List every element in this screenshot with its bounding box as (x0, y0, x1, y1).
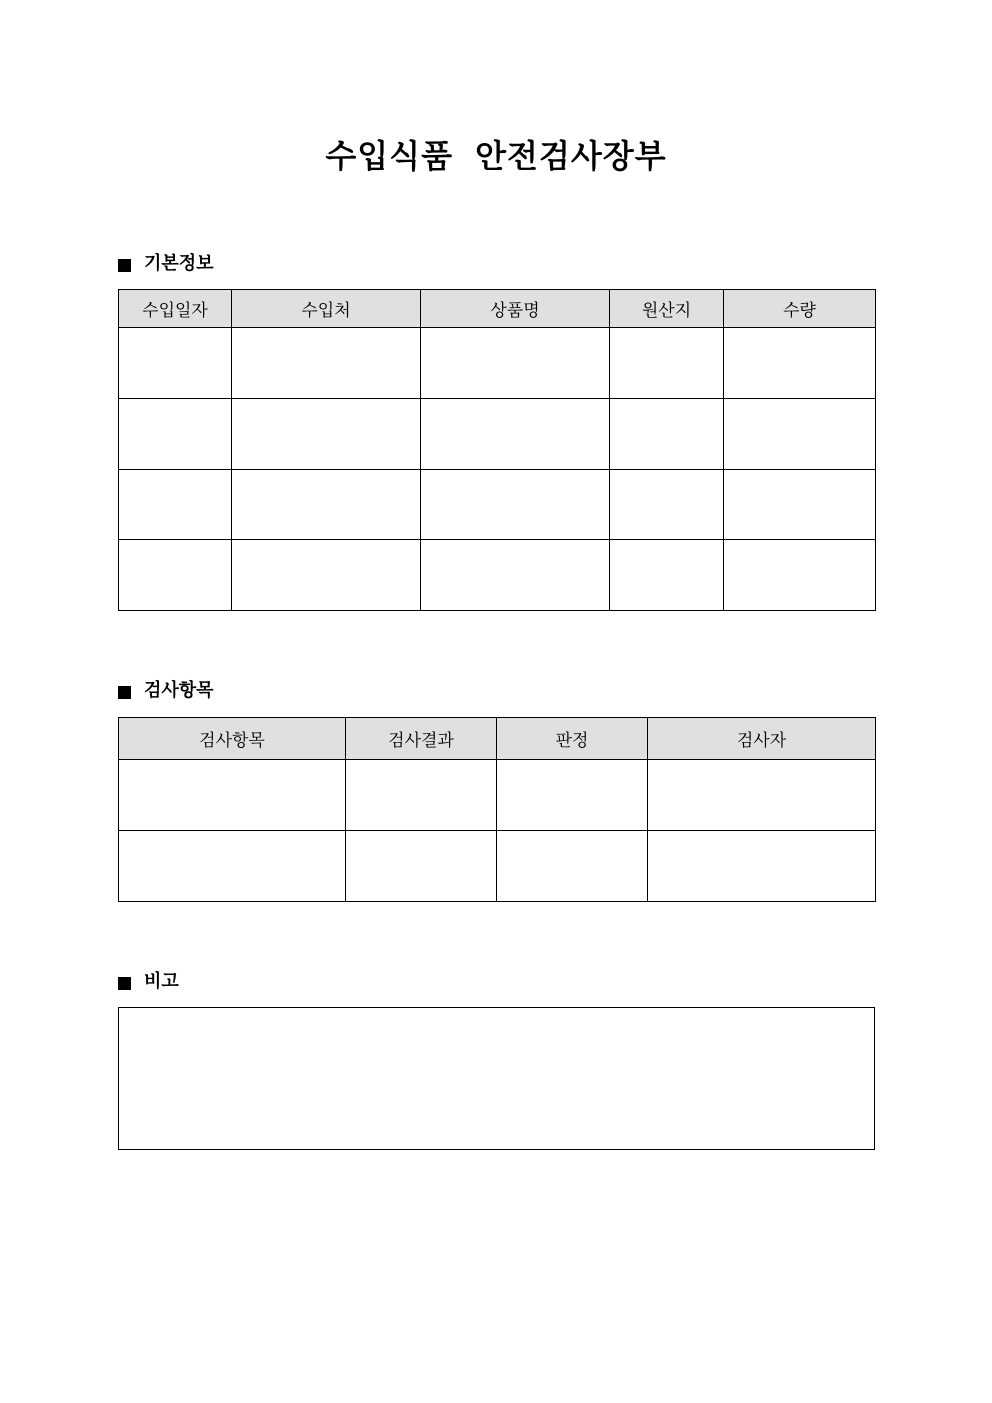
table-cell[interactable] (232, 399, 421, 470)
table-cell[interactable] (610, 540, 724, 611)
table-row (119, 328, 876, 399)
column-header-origin: 원산지 (610, 290, 724, 328)
remarks-box[interactable] (118, 1007, 875, 1150)
table-cell[interactable] (610, 470, 724, 540)
table-cell[interactable] (648, 831, 876, 902)
table-cell[interactable] (724, 470, 876, 540)
square-bullet-icon (118, 686, 131, 699)
column-header-importer: 수입처 (232, 290, 421, 328)
column-header-judgment: 판정 (497, 718, 648, 760)
square-bullet-icon (118, 977, 131, 990)
section-title: 비고 (144, 971, 179, 992)
table-cell[interactable] (421, 328, 610, 399)
table-cell[interactable] (610, 328, 724, 399)
column-header-inspection-item: 검사항목 (119, 718, 346, 760)
table-row (119, 540, 876, 611)
column-header-inspection-result: 검사결과 (346, 718, 497, 760)
section-heading-inspection (118, 679, 214, 703)
table-cell[interactable] (724, 328, 876, 399)
column-header-inspector: 검사자 (648, 718, 876, 760)
table-header-row (119, 290, 876, 328)
table-cell[interactable] (346, 760, 497, 831)
section-heading-remarks (118, 970, 179, 994)
table-cell[interactable] (421, 399, 610, 470)
column-header-product-name: 상품명 (421, 290, 610, 328)
basic-info-table (118, 289, 876, 611)
inspection-table (118, 717, 876, 902)
table-row (119, 399, 876, 470)
table-cell[interactable] (610, 399, 724, 470)
section-title: 검사항목 (144, 680, 214, 701)
column-header-import-date: 수입일자 (119, 290, 232, 328)
table-cell[interactable] (648, 760, 876, 831)
table-cell[interactable] (421, 540, 610, 611)
section-heading-basic-info (118, 252, 214, 276)
table-cell[interactable] (119, 399, 232, 470)
table-cell[interactable] (346, 831, 497, 902)
table-cell[interactable] (232, 328, 421, 399)
document-title: 수입식품 안전검사장부 (325, 137, 667, 175)
table-cell[interactable] (119, 540, 232, 611)
table-row (119, 760, 876, 831)
table-cell[interactable] (119, 831, 346, 902)
table-cell[interactable] (724, 540, 876, 611)
column-header-quantity: 수량 (724, 290, 876, 328)
table-cell[interactable] (497, 760, 648, 831)
table-cell[interactable] (119, 760, 346, 831)
table-cell[interactable] (232, 540, 421, 611)
table-cell[interactable] (232, 470, 421, 540)
table-cell[interactable] (119, 328, 232, 399)
section-title: 기본정보 (144, 253, 214, 274)
table-header-row (119, 718, 876, 760)
table-cell[interactable] (497, 831, 648, 902)
table-cell[interactable] (119, 470, 232, 540)
table-cell[interactable] (421, 470, 610, 540)
table-row (119, 470, 876, 540)
square-bullet-icon (118, 259, 131, 272)
table-row (119, 831, 876, 902)
table-cell[interactable] (724, 399, 876, 470)
